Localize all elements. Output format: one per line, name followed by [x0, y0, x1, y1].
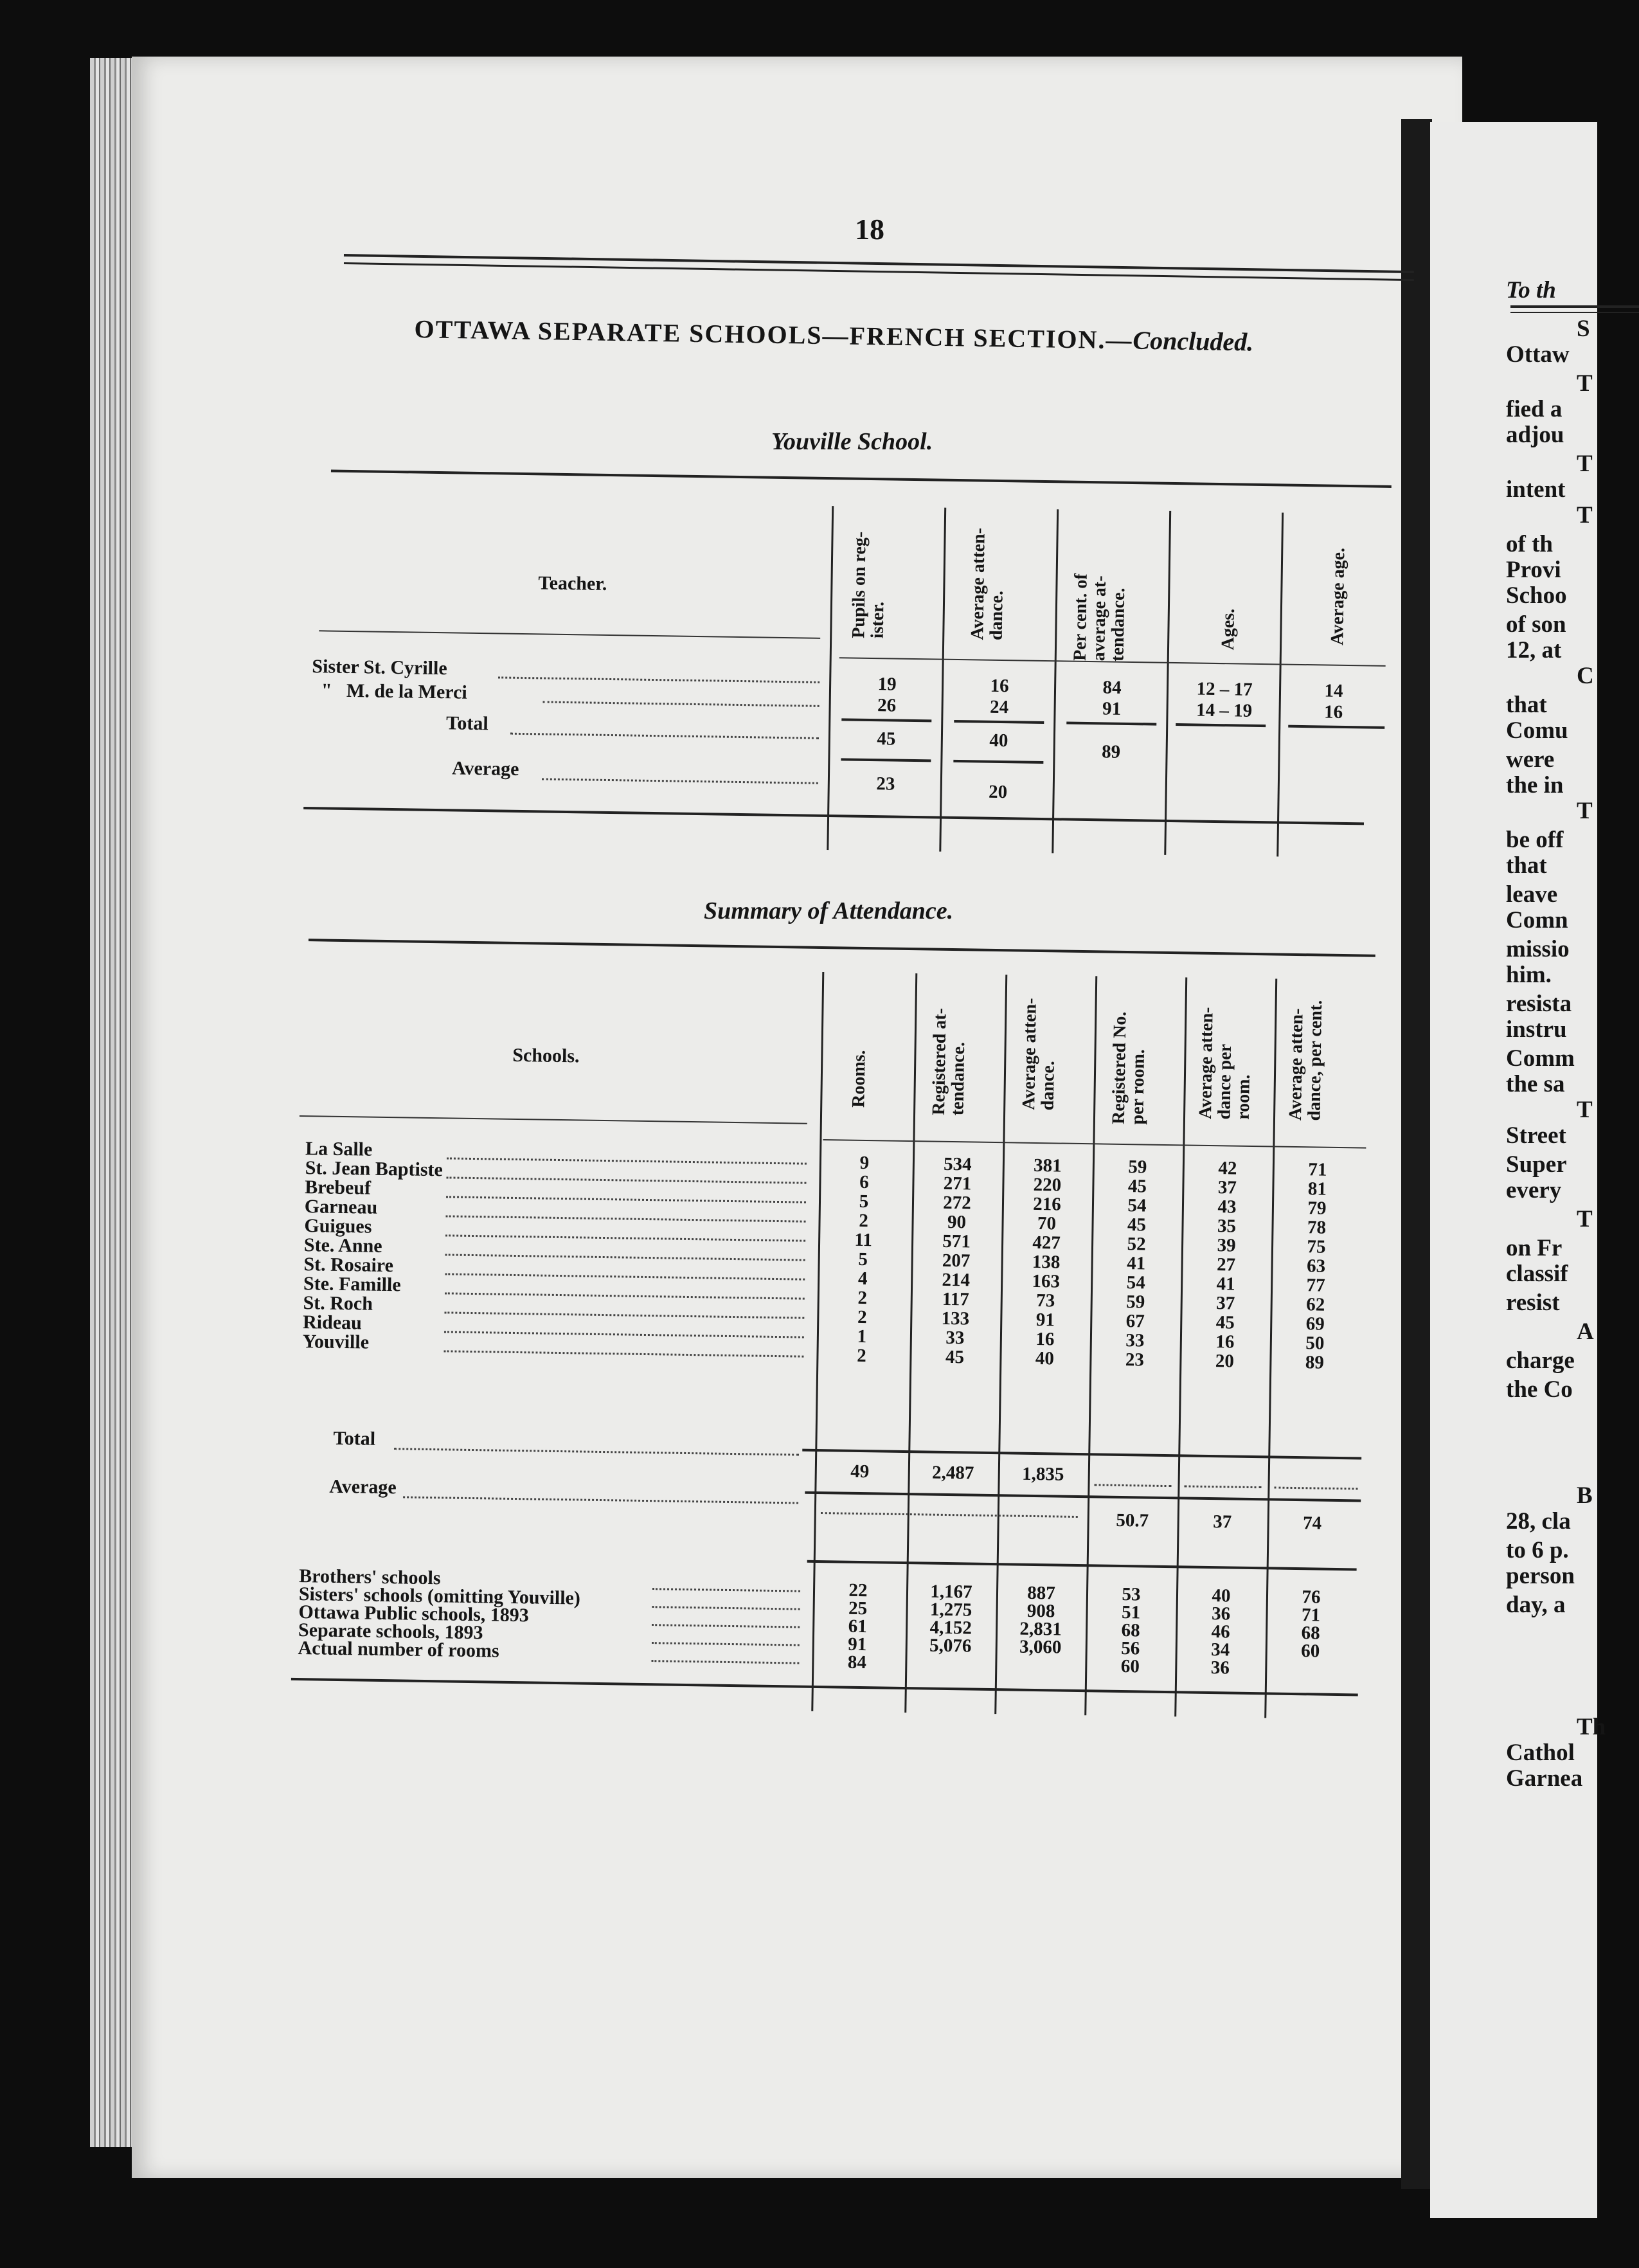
facing-page-line: that — [1506, 852, 1547, 879]
cell-average: 40 — [1035, 1347, 1055, 1369]
col-header-rooms: Rooms. — [848, 1050, 870, 1108]
cell-average: 908 — [1026, 1600, 1055, 1622]
leader-dots — [444, 1311, 804, 1318]
leader-dots — [447, 1157, 807, 1164]
cell-avg-per-room: 40 — [1212, 1585, 1231, 1607]
cell-average: 91 — [1035, 1310, 1055, 1331]
cell-rooms: 4 — [857, 1268, 868, 1290]
cell-rooms: 5 — [858, 1248, 868, 1270]
cell-reg-per-room: 68 — [1121, 1620, 1140, 1641]
cell-average: 216 — [1033, 1193, 1061, 1215]
facing-page-line: Street — [1506, 1122, 1566, 1149]
school-name: Sisters' schools (omitting Youville) — [298, 1583, 581, 1609]
cell-rooms: 5 — [859, 1191, 869, 1212]
facing-page-line: the sa — [1506, 1071, 1565, 1097]
facing-page-line: to 6 p. — [1506, 1537, 1569, 1563]
cell-percent: 71 — [1308, 1159, 1327, 1180]
facing-page-line: intent — [1506, 476, 1566, 503]
leader-dots — [445, 1292, 805, 1299]
cell-avg-per-room: 43 — [1217, 1196, 1237, 1218]
cell-reg-per-room: 51 — [1121, 1602, 1141, 1623]
youville-subtitle: Youville School. — [771, 428, 933, 455]
cell-registered: 117 — [942, 1288, 969, 1310]
sum-rule — [807, 1560, 1357, 1571]
facing-page-line: day, a — [1506, 1592, 1566, 1618]
cell-average: 3,060 — [1019, 1636, 1062, 1658]
sum-rule — [841, 718, 931, 722]
cell-average: 16 — [1035, 1329, 1055, 1350]
total-label: Total — [445, 712, 488, 735]
facing-page-line: Garnea — [1506, 1765, 1583, 1792]
sum-rule — [802, 1449, 1361, 1460]
facing-page-line: the Co — [1506, 1376, 1573, 1403]
cell-avg-per-room: 37 — [1217, 1177, 1237, 1198]
col-header-reg-per-room: Registered No. per room. — [1108, 1011, 1149, 1125]
cell-registered: 1,167 — [930, 1581, 972, 1603]
col-divider — [1052, 509, 1059, 853]
cell: 40 — [989, 730, 1008, 752]
leader-dots — [1095, 1484, 1172, 1487]
cell-percent: 76 — [1302, 1587, 1321, 1608]
cell-avg-per-room: 39 — [1217, 1235, 1236, 1256]
cell: 74 — [1302, 1513, 1322, 1534]
col-header-ages: Ages. — [1217, 608, 1239, 651]
col-divider — [827, 506, 834, 850]
youville-table — [303, 469, 1395, 897]
facing-page-line: C — [1577, 663, 1594, 689]
col-header-avg-age: Average age. — [1327, 547, 1349, 646]
cell-reg-per-room: 23 — [1125, 1349, 1145, 1371]
cell-rooms: 91 — [848, 1634, 867, 1655]
cell-avg-per-room: 37 — [1216, 1293, 1235, 1314]
cell-registered: 207 — [942, 1250, 971, 1272]
table-bottom-rule — [303, 807, 1364, 825]
cell-rooms: 61 — [848, 1616, 867, 1637]
sum-rule — [1288, 725, 1384, 729]
col-header-percent: Per cent. of average at-tendance. — [1070, 573, 1129, 662]
facing-page — [1430, 122, 1606, 2218]
cell-reg-per-room: 45 — [1127, 1176, 1147, 1197]
facing-page-line: leave — [1506, 881, 1558, 908]
cell-rooms: 9 — [859, 1152, 870, 1174]
sum-rule — [954, 720, 1044, 724]
col-header-avg-per-room: Average atten-dance per room. — [1195, 1007, 1254, 1120]
cell-reg-per-room: 56 — [1121, 1638, 1140, 1659]
facing-page-line: missio — [1506, 936, 1570, 962]
leader-dots — [445, 1254, 805, 1261]
cell-avg-per-room: 35 — [1217, 1216, 1237, 1237]
sum-rule — [841, 758, 931, 762]
facing-page-line: Cathol — [1506, 1740, 1575, 1766]
leader-dots — [652, 1588, 800, 1592]
cell-average: 73 — [1036, 1290, 1055, 1311]
summary-table — [290, 939, 1395, 1765]
facing-page-line: the in — [1506, 772, 1564, 798]
facing-page-line: T — [1577, 1206, 1593, 1232]
school-name: Youville — [302, 1331, 370, 1353]
cell-reg-per-room: 59 — [1126, 1292, 1145, 1313]
leader-dots — [394, 1448, 799, 1455]
cell-registered: 90 — [947, 1211, 967, 1233]
cell: 14 — [1324, 680, 1343, 701]
teacher-header: Teacher. — [538, 572, 607, 595]
cell-reg-per-room: 59 — [1128, 1156, 1147, 1178]
facing-page-line: Comm — [1506, 1045, 1575, 1072]
cell-avg-per-room: 16 — [1215, 1331, 1235, 1353]
school-name: Garneau — [304, 1196, 378, 1218]
facing-page-line: of son — [1506, 611, 1566, 638]
col-header-pupils: Pupils on reg-ister. — [848, 531, 888, 639]
school-name: St. Jean Baptiste — [305, 1157, 443, 1181]
school-name: La Salle — [305, 1138, 373, 1160]
cell-avg-per-room: 46 — [1211, 1621, 1230, 1643]
facing-page-line: instru — [1506, 1016, 1567, 1043]
col-header-registered: Registered at-tendance. — [929, 1007, 969, 1116]
cell-percent: 75 — [1307, 1236, 1326, 1257]
facing-page-line: Provi — [1506, 557, 1561, 583]
leader-dots — [543, 701, 820, 706]
cell-percent: 60 — [1300, 1641, 1320, 1662]
cell: 26 — [877, 695, 897, 716]
cell-reg-per-room: 54 — [1126, 1272, 1145, 1293]
cell: 24 — [989, 696, 1009, 718]
cell: 2,487 — [931, 1462, 974, 1484]
leader-dots — [445, 1234, 805, 1241]
leader-dots — [821, 1512, 1078, 1518]
cell-average: 427 — [1032, 1232, 1061, 1254]
facing-page-line: T — [1577, 451, 1593, 477]
cell-registered: 4,152 — [929, 1617, 972, 1639]
cell-reg-per-room: 45 — [1127, 1214, 1147, 1236]
facing-page-line: of th — [1506, 531, 1553, 557]
facing-page-line: T — [1577, 502, 1593, 528]
sum-rule — [805, 1491, 1361, 1502]
cell-average: 2,831 — [1019, 1618, 1062, 1640]
cell-registered: 5,076 — [929, 1635, 972, 1657]
cell-rooms: 11 — [854, 1229, 873, 1251]
facing-page-line: fied a — [1506, 396, 1563, 422]
book-gutter — [1401, 119, 1432, 2189]
sum-rule — [1176, 723, 1266, 727]
cell: 19 — [877, 674, 897, 695]
facing-page-line: charge — [1506, 1347, 1575, 1374]
cell-reg-per-room: 67 — [1125, 1311, 1145, 1332]
cell-percent: 62 — [1305, 1294, 1325, 1315]
leader-dots — [1274, 1487, 1357, 1490]
facing-header-rule-thin — [1510, 312, 1639, 313]
facing-page-line: T — [1577, 370, 1593, 397]
facing-page-line: him. — [1506, 962, 1552, 988]
col-header-attendance: Average atten-dance. — [967, 527, 1007, 641]
col-divider — [939, 508, 946, 852]
school-name: Actual number of rooms — [298, 1637, 499, 1662]
cell-percent: 81 — [1307, 1178, 1327, 1200]
cell-rooms: 2 — [857, 1306, 867, 1328]
cell-reg-per-room: 52 — [1127, 1234, 1146, 1255]
leader-dots — [652, 1606, 800, 1610]
facing-page-line: T — [1577, 1097, 1593, 1123]
leader-dots — [446, 1176, 806, 1184]
cell-reg-per-room: 33 — [1125, 1330, 1145, 1351]
cell-registered: 534 — [943, 1153, 972, 1175]
cell-percent: 79 — [1307, 1198, 1327, 1219]
sum-rule — [953, 760, 1043, 764]
facing-page-line: resist — [1506, 1290, 1560, 1316]
school-name: Separate schools, 1893 — [298, 1619, 483, 1644]
facing-page-line: To th — [1506, 277, 1556, 303]
facing-page-line: B — [1577, 1482, 1593, 1509]
cell-reg-per-room: 53 — [1122, 1584, 1141, 1605]
school-name: Ste. Anne — [303, 1234, 382, 1257]
facing-page-line: S — [1577, 316, 1590, 342]
teacher-name: " M. de la Merci — [311, 680, 467, 703]
cell-rooms: 2 — [856, 1345, 866, 1367]
cell: 45 — [877, 728, 896, 750]
sum-rule — [1066, 722, 1156, 726]
cell-avg-per-room: 27 — [1216, 1254, 1236, 1275]
facing-page-line: resista — [1506, 991, 1572, 1017]
cell-percent: 63 — [1306, 1256, 1326, 1277]
facing-page-line: adjou — [1506, 422, 1564, 448]
leader-dots — [652, 1642, 800, 1646]
facing-page-line: that — [1506, 692, 1547, 718]
cell-percent: 50 — [1305, 1333, 1325, 1354]
cell-average: 381 — [1033, 1155, 1062, 1176]
cell-registered: 45 — [945, 1346, 965, 1368]
cell-registered: 214 — [942, 1269, 971, 1291]
facing-page-line: T — [1577, 798, 1593, 824]
school-name: St. Rosaire — [303, 1254, 394, 1277]
facing-page-line: were — [1506, 746, 1555, 773]
leader-dots — [444, 1331, 804, 1338]
cell: 23 — [876, 773, 895, 795]
cell: 84 — [1102, 677, 1122, 698]
cell-avg-per-room: 36 — [1210, 1657, 1230, 1679]
leader-dots — [651, 1660, 799, 1664]
school-name: St. Roch — [303, 1292, 373, 1315]
facing-page-line: A — [1577, 1318, 1594, 1345]
cell-registered: 272 — [943, 1192, 971, 1214]
average-label: Average — [451, 757, 519, 780]
col-header-average: Average atten-dance. — [1019, 998, 1059, 1111]
cell: 50.7 — [1116, 1509, 1149, 1531]
cell-registered: 1,275 — [929, 1599, 972, 1621]
school-name: Ottawa Public schools, 1893 — [298, 1601, 530, 1626]
school-name: Guigues — [304, 1215, 372, 1238]
cell-rooms: 2 — [859, 1210, 869, 1232]
cell-percent: 69 — [1305, 1313, 1325, 1335]
school-name: Brothers' schools — [299, 1565, 441, 1589]
teacher-name: Sister St. Cyrille — [312, 656, 447, 680]
cell-average: 70 — [1037, 1213, 1057, 1234]
header-bottom-rule — [300, 1115, 807, 1124]
leader-dots — [446, 1196, 806, 1203]
cell-reg-per-room: 41 — [1126, 1253, 1146, 1274]
leader-dots — [510, 733, 819, 739]
cell-rooms: 25 — [848, 1598, 868, 1619]
cell-reg-per-room: 60 — [1120, 1656, 1140, 1677]
cell-average: 138 — [1032, 1251, 1061, 1273]
cell-average: 887 — [1027, 1582, 1056, 1604]
cell-avg-per-room: 36 — [1211, 1603, 1231, 1625]
facing-page-line: on Fr — [1506, 1235, 1563, 1261]
leader-dots — [445, 1273, 805, 1280]
summary-subtitle: Summary of Attendance. — [704, 897, 954, 924]
facing-page-line: person — [1506, 1563, 1575, 1589]
cell-rooms: 6 — [859, 1171, 869, 1193]
cell: 89 — [1101, 741, 1121, 762]
cell-rooms: 1 — [857, 1326, 867, 1347]
facing-page-line: 28, cla — [1506, 1508, 1571, 1534]
total-label: Total — [333, 1427, 376, 1450]
facing-page-line: Ottaw — [1506, 341, 1570, 368]
school-name: Ste. Famille — [303, 1273, 401, 1296]
cell-registered: 271 — [943, 1173, 972, 1194]
leader-dots — [403, 1496, 798, 1504]
leader-dots — [1184, 1485, 1261, 1488]
cell-rooms: 84 — [847, 1652, 867, 1673]
cell-avg-per-room: 45 — [1215, 1312, 1235, 1333]
cell: 91 — [1102, 698, 1122, 719]
facing-page-line: Th — [1577, 1714, 1606, 1740]
cell-registered: 133 — [941, 1308, 970, 1329]
title-concluded: Concluded. — [1133, 325, 1254, 357]
page-title: OTTAWA SEPARATE SCHOOLS—FRENCH SECTION.—Concluded. — [414, 314, 1254, 357]
cell-percent: 89 — [1305, 1352, 1325, 1373]
facing-page-line: Comu — [1506, 717, 1568, 744]
facing-page-line: every — [1506, 1177, 1562, 1203]
cell-reg-per-room: 54 — [1127, 1195, 1147, 1216]
leader-dots — [446, 1215, 806, 1222]
cell-average: 163 — [1032, 1270, 1061, 1292]
school-name: Brebeuf — [305, 1176, 372, 1199]
cell: 1,835 — [1021, 1463, 1064, 1485]
leader-dots — [542, 778, 818, 784]
cell: 49 — [850, 1461, 870, 1482]
cell-percent: 78 — [1307, 1217, 1327, 1238]
schools-header: Schools. — [512, 1044, 580, 1067]
cell-percent: 68 — [1301, 1623, 1320, 1644]
page-number: 18 — [855, 213, 884, 246]
cell-avg-per-room: 34 — [1211, 1639, 1230, 1661]
cell: 16 — [1323, 701, 1343, 723]
facing-header-rule — [1510, 305, 1639, 308]
cell-percent: 71 — [1301, 1605, 1321, 1626]
cell: 20 — [988, 781, 1008, 803]
cell: 16 — [990, 675, 1009, 697]
facing-page-line: classif — [1506, 1261, 1568, 1287]
leader-dots — [498, 676, 820, 683]
cell: 12 – 17 — [1196, 678, 1253, 700]
cell-average: 220 — [1033, 1174, 1062, 1196]
facing-page-line: Super — [1506, 1151, 1567, 1178]
leader-dots — [443, 1350, 803, 1357]
cell-registered: 571 — [942, 1230, 971, 1252]
facing-page-line: be off — [1506, 827, 1564, 853]
cell-percent: 77 — [1306, 1275, 1325, 1296]
header-bottom-rule — [319, 630, 820, 639]
cell-avg-per-room: 42 — [1218, 1158, 1237, 1179]
facing-page-line: 12, at — [1506, 637, 1562, 663]
col-header-percent: Average atten-dance, per cent. — [1285, 1000, 1327, 1121]
cell-avg-per-room: 20 — [1215, 1351, 1235, 1372]
leader-dots — [652, 1624, 800, 1628]
cell-rooms: 22 — [848, 1580, 868, 1601]
table-bottom-rule — [291, 1678, 1358, 1697]
cell-registered: 33 — [945, 1327, 965, 1349]
cell-avg-per-room: 41 — [1216, 1274, 1235, 1295]
cell: 14 – 19 — [1196, 699, 1253, 721]
average-label: Average — [329, 1475, 397, 1498]
facing-page-line: Schoo — [1506, 582, 1567, 609]
facing-page-line: Comn — [1506, 907, 1568, 933]
cell: 37 — [1212, 1511, 1232, 1533]
school-name: Rideau — [302, 1311, 363, 1334]
cell-rooms: 2 — [857, 1287, 868, 1309]
